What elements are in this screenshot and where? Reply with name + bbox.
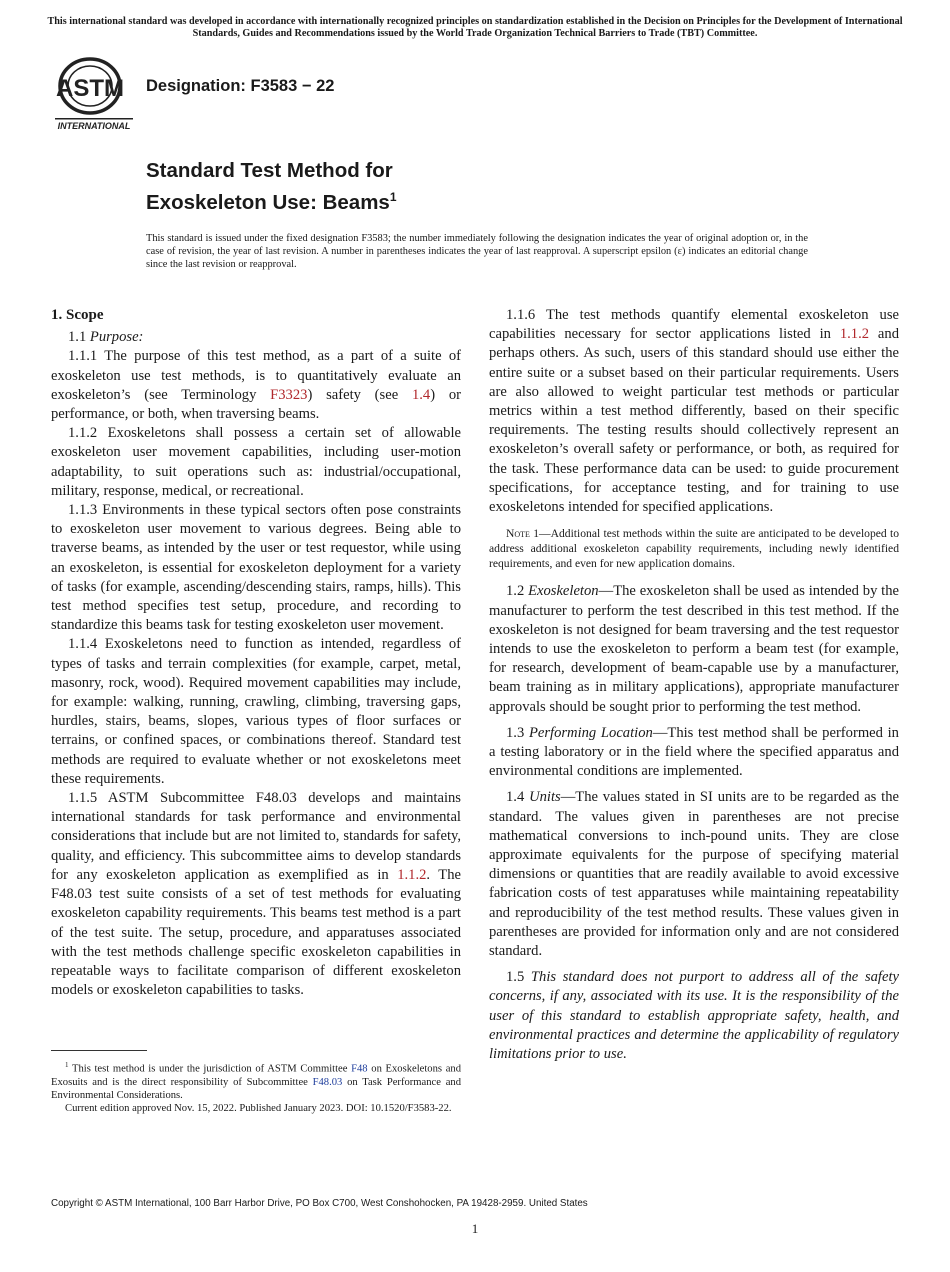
footnote [51,1059,461,1115]
right-column [489,306,899,1064]
title-line-2: Exoskeleton Use: Beams$^1$ [146,190,397,214]
para-1-1-1: 1.1.1 The purpose of this test method, as a part of a suite of exoskeleton use test methods, is to quantitatively evaluate an exoskeleton’s (see Terminology F3323) safety (see 1.4) or performance, or both, when traversing beams. [51,348,461,423]
ref-1-1-2[interactable]: 1.1.2 [839,326,870,343]
logo-text: INTERNATIONAL [57,121,131,131]
para-1-1-6: 1.1.6 The test methods quantify elemental exoskeleton use capabilities necessary for sector applications listed in 1.1.2 and perhaps others. As such, users of this standard should use either the entire suite or a subset based on their particular requirements. Users are also allowed to weight particular test methods or particular metrics within a test method differently, based on their specific requirements. The testing results should collectively represent an exoskeleton’s overall safety or performance, or both, as required for the task. These performance data can be used: to guide procurement specifications, for acceptance testing, and for training to use exoskeletons intended for specified applications. [489,307,899,516]
page-number: 1 [471,1221,479,1236]
title-line-1: Standard Test Method for [146,159,393,182]
astm-logo [52,56,136,132]
para-1-1-2: 1.1.2 Exoskeletons shall possess a certain set of allowable exoskeleton user movement capabilities, including user-motion adaptability, to suit operations such as: industrial/occupational, military, response, medical, or recreational. [51,425,461,499]
para-1-4: 1.4 Units—The values stated in SI units are to be regarded as the standard. The values given in parentheses are not precise mathematical conversions to inch-pound units. They are close approximate equivalents for the purpose of specifying material dimensions or quantities that are readily available to avoid excessive fabrication costs of test apparatuses while maintaining repeatability and reproducibility of the test method results. These values given in parentheses are provided for information only and are not considered standard. [489,789,899,959]
para-1-5: 1.5 This standard does not purport to address all of the safety concerns, if any, associated with its use. It is the responsibility of the user of this standard to establish appropriate safety, health, and environmental practices and determine the applicability of regulatory limitations prior to use. [489,969,899,1063]
footnote-divider [51,1050,147,1051]
ref-1-4[interactable]: 1.4 [411,386,431,403]
para-1-2: 1.2 Exoskeleton—The exoskeleton shall be used as intended by the manufacturer to perform the test described in this test method. If the exoskeleton is not designed for beam traversing and the test requestor intends to use the exoskeleton to perform a beam test (for example, for research, development of beam-capable use by a manufacturer, beam training as in military applications), appropriate manufacturer approvals should be sought prior to performing the test method. [489,583,900,715]
title-footnote-mark[interactable]: 1 [389,190,397,204]
para-1-1-5: 1.1.5 ASTM Subcommittee F48.03 develops and maintains international standards for task performance and environmental considerations that include but are not limited to, standards for safety, quality, and efficiency. This subcommittee aims to develop standards for any exoskeleton application as exemplified as in 1.1.2. The F48.03 test suite consists of a set of test methods for evaluating exoskeleton capability requirements. This beams test method is a part of the test suite. The setup, procedure, and apparatuses associated with the test methods challenge specific exoskeleton capabilities in repeatable ways to facilitate comparison of different exoskeleton models or exoskeleton capabilities to tasks. [51,790,461,999]
para-1-1-4: 1.1.4 Exoskeletons need to function as intended, regardless of types of tasks and terrain complexities (for example, carpet, metal, masonry, rock, wood). Required movement capabilities may include, for example: walking, running, crawling, climbing, traversing gaps, hurdles, stairs, beams, slopes, various types of floor surfaces or terrains, or confined spaces, or combinations thereof. Standard test methods are required to evaluate whether or not exoskeletons meet these requirements. [51,636,461,787]
left-column [51,306,461,1000]
link-f48[interactable]: F48 [351,1063,368,1075]
copyright: Copyright © ASTM International, 100 Barr Harbor Drive, PO Box C700, West Conshohocken, PA 19428-2959. United States [51,1198,588,1209]
para-1-1-3: 1.1.3 Environments in these typical sectors often pose constraints to exoskeleton user movement to various degrees. Being able to traverse beams, as intended by the user or test requestor, while using an exoskeleton, is essential for exoskeleton deployment for a variety of tasks (for example, ascending/descending stairs, ramps, hills). This test method specifies test setup, procedure, and recording to standardize this beams task for testing exoskeleton user movement. [51,502,461,634]
footnote-jurisdiction: $^1$ This test method is under the jurisdiction of ASTM Committee F48 on Exoskeletons and Exosuits and is the direct responsibility of Subcommittee F48.03 on Task Performance and Environmental Considerations. [51,1061,461,1101]
section-heading-scope: 1. Scope [51,307,104,323]
ref-f3323[interactable]: F3323 [270,386,308,403]
document-title [146,158,397,216]
para-1-3: 1.3 Performing Location—This test method shall be performed in a testing laboratory or in the field where the specified apparatus and environmental conditions are implemented. [489,724,899,780]
note-1: Note 1—Additional test methods within the suite are anticipated to be developed to address additional exoskeleton capability requirements, including newly identified requirements, and even for new application domains. [489,527,900,570]
link-f48-03[interactable]: F48.03 [312,1076,343,1088]
top-notice: This international standard was developed in accordance with internationally recognized principles on standardization established in the Decision on Principles for the Development of International Standards, Guides and Recommendations issued by the World Trade Organization Technical Barriers to Trade (TBT) Committee. [47,16,903,39]
para-1-1: 1.1 Purpose: [68,329,144,346]
designation: Designation: F3583 − 22 [146,77,335,95]
ref-1-1-2[interactable]: 1.1.2 [397,866,427,883]
footnote-edition: Current edition approved Nov. 15, 2022. Published January 2023. DOI: 10.1520/F3583-22. [65,1102,452,1114]
issuance-statement: This standard is issued under the fixed designation F3583; the number immediately following the designation indicates the year of original adoption or, in the case of revision, the year of last revision. A number in parentheses indicates the year of last reapproval. A superscript epsilon (ε) indicates an editorial change since the last revision or reapproval. [146,233,808,270]
logo-letters: ASTM [56,75,124,102]
